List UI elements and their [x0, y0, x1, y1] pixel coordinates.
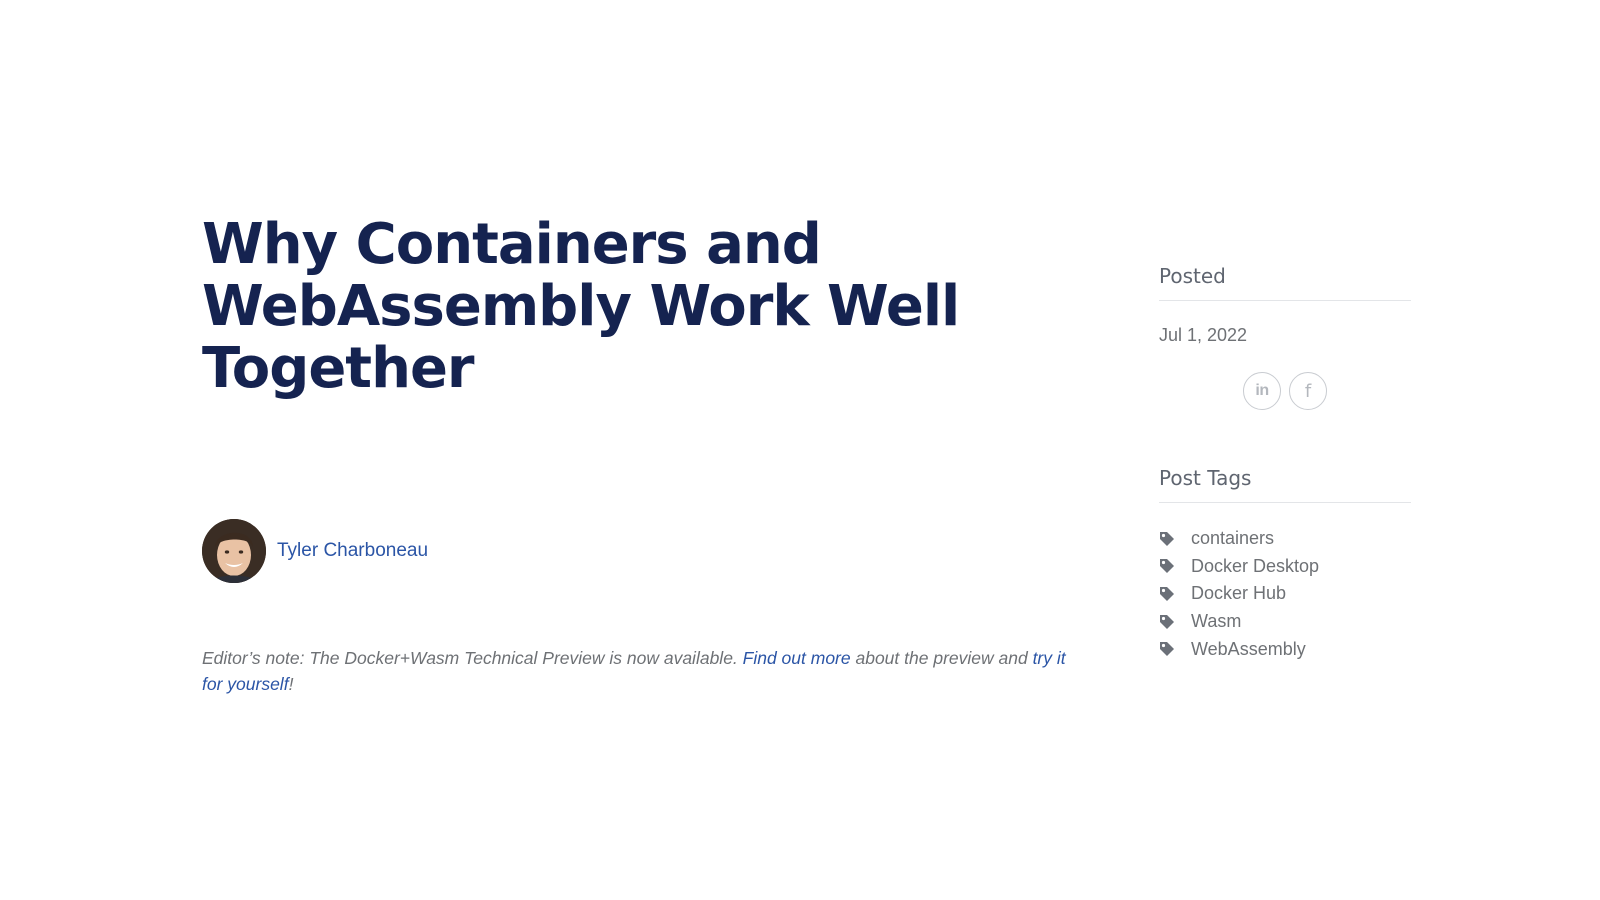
posted-heading: Posted: [1159, 264, 1411, 301]
find-out-more-link[interactable]: Find out more: [742, 648, 851, 668]
post-title: Why Containers and WebAssembly Work Well Together: [202, 212, 960, 401]
tag-label: WebAssembly: [1191, 638, 1306, 659]
author-name-link[interactable]: Tyler Charboneau: [277, 540, 429, 561]
tag-item[interactable]: [1159, 635, 1411, 663]
linkedin-share-button[interactable]: [1243, 372, 1281, 410]
post-sidebar: [1159, 264, 1411, 663]
tag-item[interactable]: [1159, 525, 1411, 553]
tag-icon: [1159, 558, 1175, 574]
posted-date: Jul 1, 2022: [1159, 325, 1248, 345]
tag-icon: [1159, 614, 1175, 630]
tag-item[interactable]: [1159, 580, 1411, 608]
author-byline: [202, 519, 428, 583]
tag-label: Docker Hub: [1191, 583, 1287, 604]
tag-list: [1159, 525, 1411, 663]
post-tags-heading: Post Tags: [1159, 466, 1411, 503]
tag-icon: [1159, 531, 1175, 547]
tag-label: Docker Desktop: [1191, 555, 1320, 576]
try-it-yourself-link[interactable]: try it for yourself: [202, 648, 1066, 694]
linkedin-icon: in: [1255, 382, 1269, 399]
facebook-icon: f: [1304, 380, 1312, 402]
tag-icon: [1159, 586, 1175, 602]
tag-label: containers: [1191, 528, 1275, 549]
author-avatar[interactable]: [202, 519, 266, 583]
tag-icon: [1159, 641, 1175, 657]
editor-note-text-middle: about the preview and: [850, 648, 1033, 668]
tag-item[interactable]: [1159, 553, 1411, 581]
facebook-share-button[interactable]: [1289, 372, 1327, 410]
tag-label: Wasm: [1191, 611, 1242, 632]
social-share: [1159, 372, 1411, 410]
editor-note-text: Editor’s note: The Docker+Wasm Technical Preview is now available.: [202, 648, 743, 668]
tag-item[interactable]: [1159, 608, 1411, 636]
editor-note: [202, 645, 1074, 697]
editor-note-text-end: !: [288, 674, 294, 694]
